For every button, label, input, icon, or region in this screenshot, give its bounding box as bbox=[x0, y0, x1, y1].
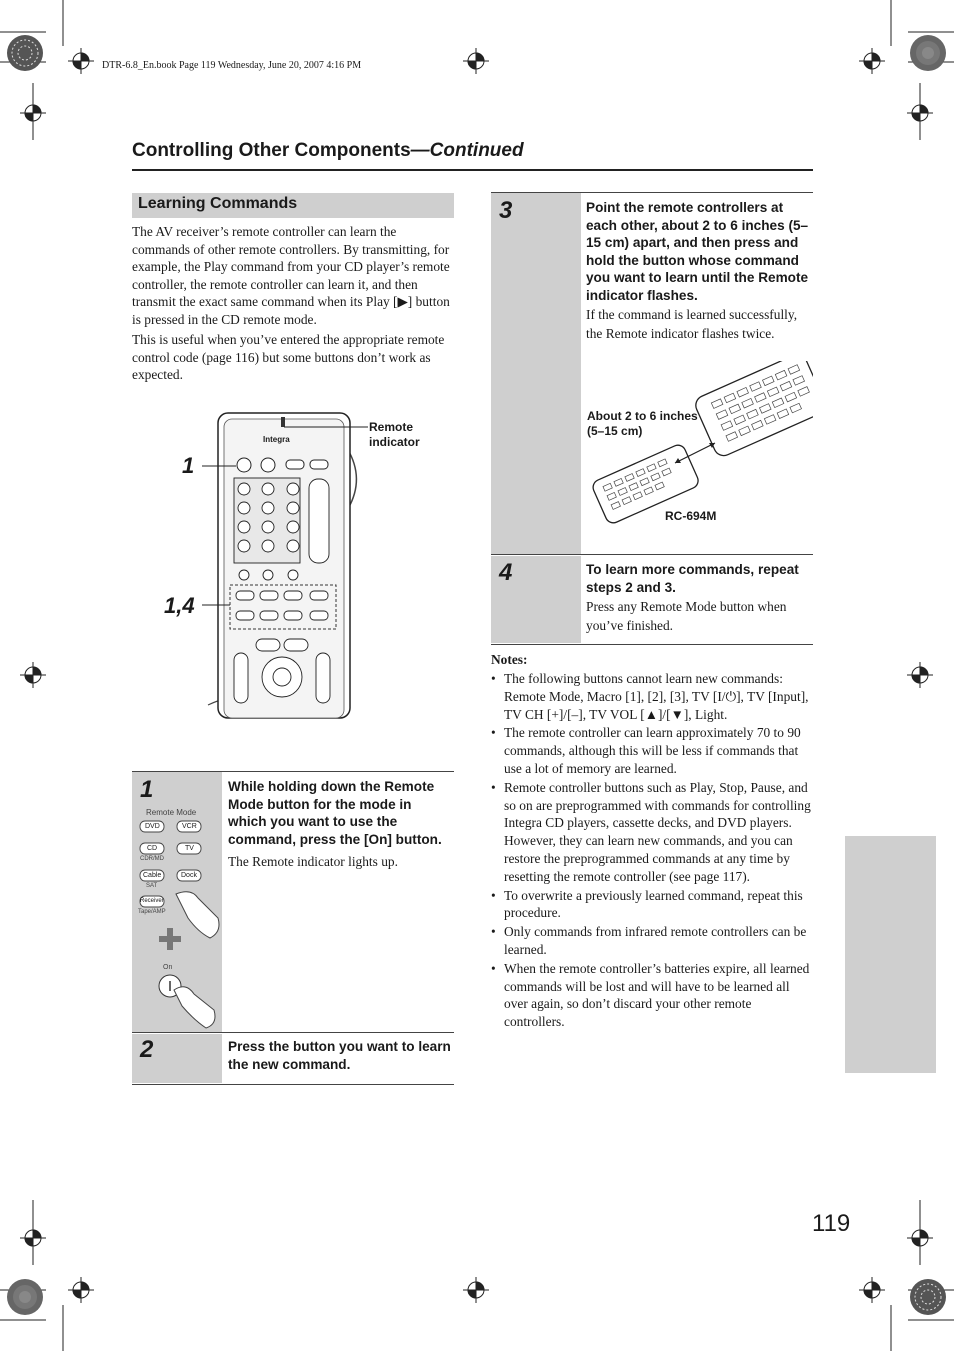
note-item: • Remote controller buttons such as Play, Stop, Pause, and so on are preprogrammed with commands for controlling Integra CD players, cassette decks, and DVD players. However, they can learn new commands, and you can restore the preprogrammed commands at any time by resetting the remote controller (see page 117). bbox=[491, 779, 811, 884]
brand-logo: Integra bbox=[263, 435, 290, 444]
model-label: RC-694M bbox=[665, 509, 717, 523]
crop-header-info: DTR-6.8_En.book Page 119 Wednesday, June 20, 2007 4:16 PM bbox=[102, 60, 362, 71]
step-2-instruction: Press the button you want to learn the new command. bbox=[228, 1039, 451, 1072]
sub-tape-amp: Tape/AMP bbox=[138, 909, 166, 915]
section-title: Controlling Other Components—Continued bbox=[132, 140, 524, 161]
note-item: • To overwrite a previously learned command, repeat this procedure. bbox=[491, 887, 803, 921]
sub-cdrmd: CDR/MD bbox=[140, 856, 164, 862]
callout-1: 1 bbox=[182, 453, 195, 478]
step-1-number: 1 bbox=[140, 776, 154, 803]
notes-title: Notes: bbox=[491, 652, 528, 667]
learning-commands-heading bbox=[132, 193, 454, 218]
on-caption: On bbox=[163, 964, 173, 971]
remote-mode-caption: Remote Mode bbox=[146, 808, 197, 817]
btn-receiver: Receiver bbox=[140, 898, 164, 904]
step-2-number: 2 bbox=[140, 1036, 154, 1063]
remote-indicator-label: Remote indicator bbox=[369, 420, 420, 449]
btn-dock: Dock bbox=[181, 872, 197, 879]
step-1-instruction: While holding down the Remote Mode button for the mode in which you want to use the command, press the [On] button. bbox=[228, 779, 442, 847]
callout-1-4: 1,4 bbox=[164, 593, 195, 618]
btn-cd: CD bbox=[147, 845, 158, 852]
heading-text: Learning Commands bbox=[138, 195, 298, 212]
btn-vcr: VCR bbox=[182, 823, 197, 830]
chapter-side-tab bbox=[845, 836, 936, 1073]
step-3-instruction: Point the remote controllers at each other, about 2 to 6 inches (5–15 cm) apart, and then press and hold the button whose command you want to learn until the Remote indicator flashes. bbox=[586, 200, 809, 303]
step-1-note: The Remote indicator lights up. bbox=[228, 854, 398, 869]
steps-right bbox=[491, 192, 813, 645]
btn-cable: Cable bbox=[143, 872, 162, 879]
step-4-instruction: To learn more commands, repeat steps 2 and 3. bbox=[586, 562, 799, 595]
step-3-number: 3 bbox=[499, 197, 513, 224]
note-item: • Only commands from infrared remote controllers can be learned. bbox=[491, 924, 807, 957]
step-3-note: If the command is learned successfully, the Remote indicator flashes twice. bbox=[586, 307, 798, 341]
intro-paragraph-2: This is useful when you’ve entered the appropriate remote control code (page 116) but some buttons don’t work as expected. bbox=[132, 332, 445, 383]
remote-figure bbox=[160, 405, 460, 725]
btn-tv: TV bbox=[185, 845, 194, 852]
note-item: • The following buttons cannot learn new commands: Remote Mode, Macro [1], [2], [3], TV [I/⏻], TV [Input], TV CH [+]/[–], TV VOL [▲]/[▼], Light. bbox=[491, 671, 809, 722]
section-continued-label: —Continued bbox=[410, 140, 524, 161]
step-3-figure bbox=[585, 361, 813, 537]
step-4-note: Press any Remote Mode button when you’ve finished. bbox=[586, 599, 787, 633]
sub-sat: SAT bbox=[146, 883, 158, 889]
section-header bbox=[132, 139, 813, 171]
step-4-number: 4 bbox=[499, 559, 513, 586]
btn-dvd: DVD bbox=[145, 823, 160, 830]
distance-label: About 2 to 6 inches (5–15 cm) bbox=[587, 409, 698, 438]
remote-illustration bbox=[160, 405, 460, 725]
page-number: 119 bbox=[812, 1210, 851, 1237]
intro-paragraph: The AV receiver’s remote controller can learn the commands of other remote controllers. By transmitting, for example, the Play command from your CD player’s remote controller, the remote controller can learn it, and then transmit the exact same command when its Play [▶] button is pressed in the CD remote mode. bbox=[132, 224, 450, 327]
note-item: • When the remote controller’s batteries expire, all learned commands will be lost and will have to be learned all over again, so don’t discard your other remote controllers. bbox=[491, 960, 810, 1030]
step-1-figure bbox=[136, 806, 222, 1032]
note-item: • The remote controller can learn approximately 70 to 90 commands, although this will be less if commands that use a lot of memory are learned. bbox=[491, 725, 801, 776]
notes-list bbox=[491, 670, 813, 1032]
steps-left bbox=[132, 771, 454, 1085]
